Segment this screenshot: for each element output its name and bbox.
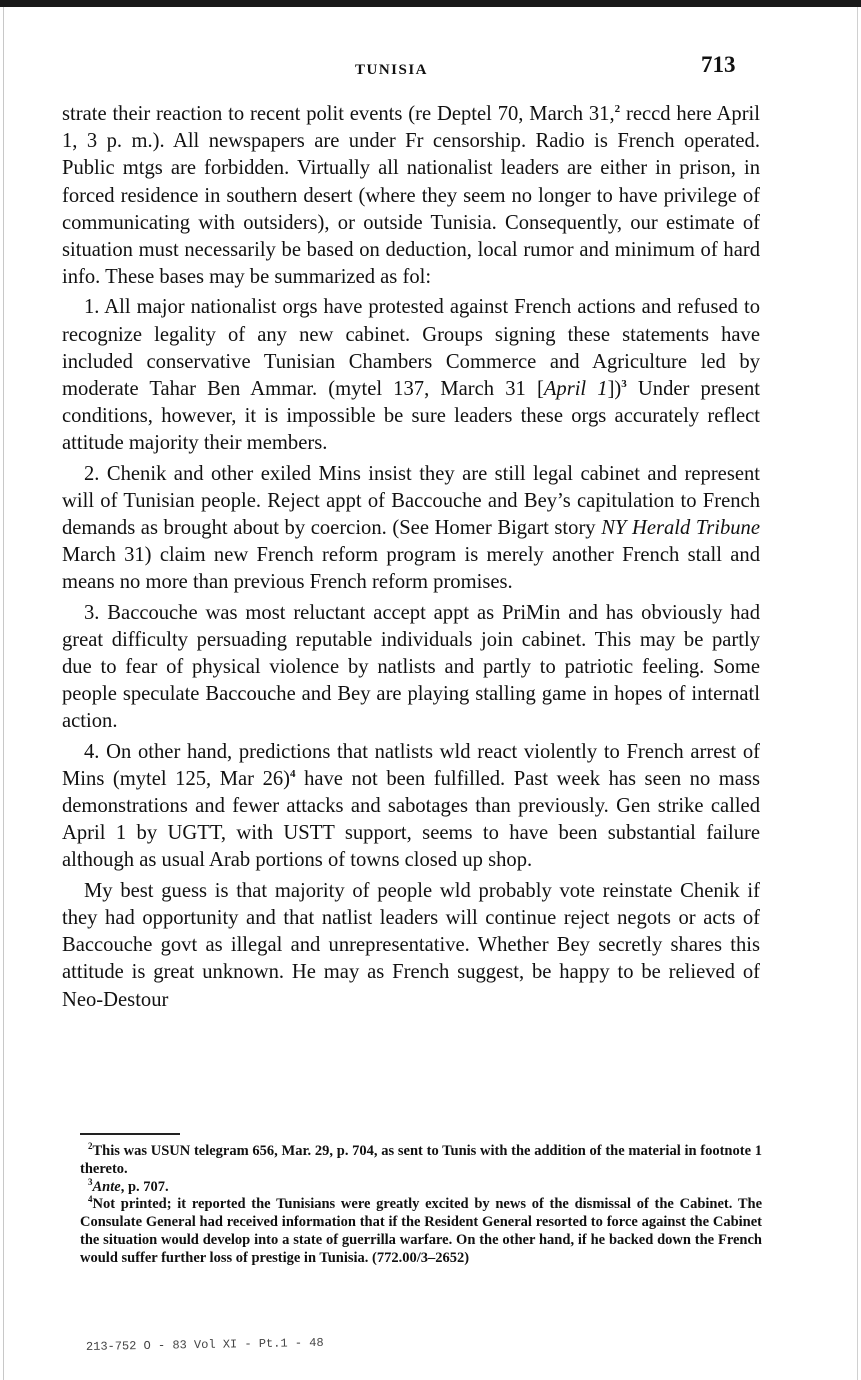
footnote-text: This was USUN telegram 656, Mar. 29, p. 704, as sent to Tunis with the addition of the material in footnote 1 thereto. [80,1143,762,1177]
footnote-marker: 4 [88,1194,93,1205]
paragraph-text: reccd here April 1, 3 p. m.). All newspapers are under Fr censorship. Radio is French operated. Public mtgs are forbidden. Virtually all nationalist leaders are either in prison, in forced residence in southern desert (where they seem no longer to have privilege of communicating with outsiders), or outside Tunisia. Consequently, our estimate of situation must necessarily be based on deduction, local rumor and minimum of hard info. These bases may be summarized as fol: [62,103,761,289]
paragraph-text: 2. Chenik and other exiled Mins insist they are still legal cabinet and represent will of Tunisian people. Reject appt of Baccouche and Bey’s capitulation to French demands as brought about by coercion. (See Homer Bigart story [62,462,760,540]
footnote-reference-4: 4 [290,767,296,780]
paragraph-continuation [62,101,760,291]
paragraph-point-2 [62,461,760,597]
printer-imprint: 213-752 O - 83 Vol XI - Pt.1 - 48 [85,1335,324,1354]
paragraph-text: 1. All major nationalist orgs have protested against French actions and refused to recognize legality of any new cabinet. Groups signing these statements have included conservative Tunisian Chambers Commerce and Agriculture led by moderate Tahar Ben Ammar. (mytel 137, March 31 [ [62,296,760,401]
paragraph-text: Under present conditions, however, it is impossible be sure leaders these orgs accurately reflect attitude majority their members. [62,378,760,455]
paragraph-point-4 [62,739,760,875]
footnote-2 [80,1143,762,1179]
paragraph-best-guess: My best guess is that majority of people wld probably vote reinstate Chenik if they had opportunity and that natlist leaders will continue reject negots or acts of Baccouche govt as illegal and unrepresentative. Whether Bey secretly shares this attitude is great unknown. He may as French suggest, be happy to be relieved of Neo-Destour [62,879,760,1011]
italic-newspaper-title: NY Herald Tribune [601,517,760,540]
footnote-reference-2: 2 [614,103,621,115]
right-page-edge [857,7,858,1380]
paragraph-point-3: 3. Baccouche was most reluctant accept appt as PriMin and has obviously had great difficulty persuading reputable individuals join cabinet. This may be partly due to fear of physical violence by natlists and partly to patriotic feeling. Some people speculate Baccouche and Bey are playing stalling game in hopes of internatl action. [62,601,760,733]
footnote-marker: 2 [88,1141,93,1151]
paragraph-text: March 31) claim new French reform program is merely another French stall and means no more than previous French reform promises. [62,544,760,594]
footnotes [80,1143,762,1268]
top-border-rule [0,0,861,7]
running-title: TUNISIA [355,62,429,78]
paragraph-text: ]) [607,378,622,401]
footnote-text: Not printed; it reported the Tunisians were greatly excited by news of the dismissal of the Cabinet. The Consulate General had received information that if the Resident General resorted to force against the Cabinet the situation would develop into a state of guerrilla warfare. On the other hand, if he backed down the French would suffer further loss of prestige in Tunisia. (772.00/3–2652) [80,1196,762,1266]
footnote-3 [80,1176,762,1197]
footnote-text: , p. 707. [120,1178,169,1195]
footnote-marker: 3 [88,1176,93,1187]
footnote-4 [80,1196,762,1267]
paragraph-text: strate their reaction to recent polit events (re Deptel 70, March 31, [62,103,615,125]
paragraph-text: have not been fulfilled. Past week has seen no mass demonstrations and fewer attacks and sabotages than previously. Gen strike called April 1 by UGTT, with USTT support, seems to have been substantial failure although as usual Arab portions of towns closed up shop. [62,767,760,872]
footnote-separator [80,1133,180,1135]
page-number: 713 [701,52,736,77]
paragraph-text: 4. On other hand, predictions that natlists wld react violently to French arrest of Mins (mytel 125, Mar 26) [62,740,760,790]
body-text [62,101,760,1014]
footnote-reference-3: 3 [621,378,627,391]
footnote-italic-ante: Ante [92,1178,121,1195]
running-header [0,52,861,84]
paragraph-point-1 [62,294,760,457]
italic-date: April 1 [543,378,608,401]
left-page-edge [3,7,4,1380]
